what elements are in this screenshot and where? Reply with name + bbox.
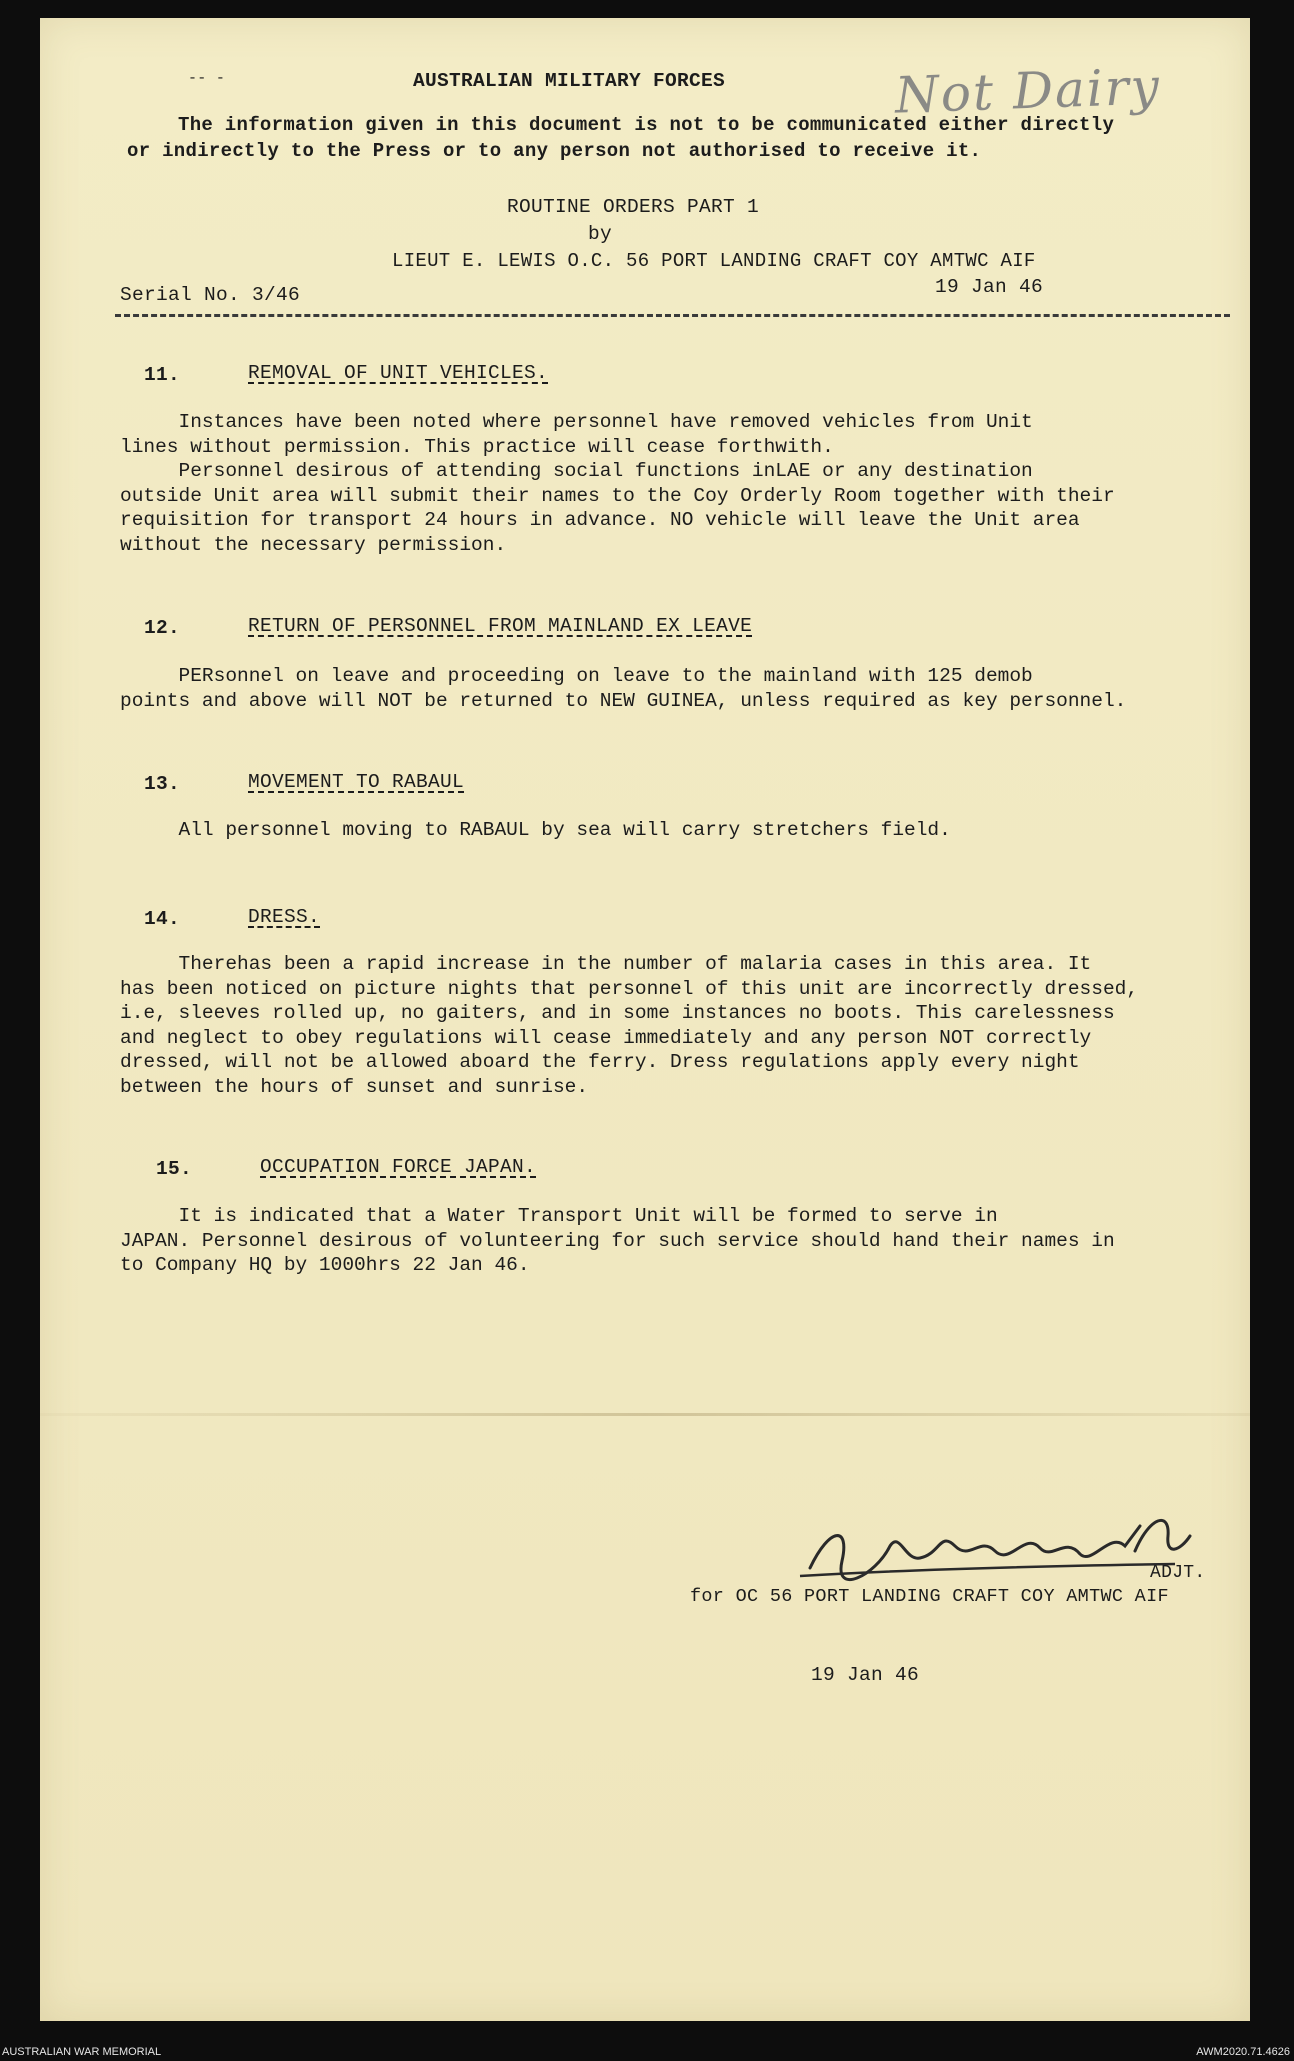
dashed-separator: [115, 314, 1230, 317]
footer-left: AUSTRALIAN WAR MEMORIAL: [2, 2046, 162, 2058]
margin-mark: -- -: [188, 70, 226, 87]
document-page: [40, 18, 1250, 2021]
section-body: Therehas been a rapid increase in the number of malaria cases in this area. It has been noticed on picture nights that personnel of this unit are incorrectly dressed, i.e, sleeves rolled up, no gaiters, and in some instances no boots. This carelessness and neglect to obey regulations will cease immediately and any person NOT correctly dressed, will not be allowed aboard the ferry. Dress regulations apply every night between the hours of sunset and sunrise.: [120, 953, 1139, 1098]
security-notice-line-1: The information given in this document is not to be communicated either directly: [178, 114, 1115, 136]
security-notice-line-2: or indirectly to the Press or to any person not authorised to receive it.: [127, 140, 982, 162]
section-body: Instances have been noted where personnel have removed vehicles from Unit lines without permission. This practice will cease forthwith. Personnel desirous of attending social functions inLAE or any destination outside Unit area will submit their names to the Coy Orderly Room together with their requisition for transport 24 hours in advance. NO vehicle will leave the Unit area without the necessary permission.: [120, 411, 1115, 556]
section-heading: MOVEMENT TO RABAUL: [248, 771, 465, 793]
section-body: It is indicated that a Water Transport Unit will be formed to serve in JAPAN. Personnel desirous of volunteering for such service should hand their names in to Company HQ by 1000hrs 22 Jan 46.: [120, 1205, 1115, 1276]
signature-line: for OC 56 PORT LANDING CRAFT COY AMTWC AIF: [690, 1586, 1169, 1607]
signature-date: 19 Jan 46: [811, 1664, 920, 1686]
section-body: All personnel moving to RABAUL by sea will carry stretchers field.: [120, 819, 951, 841]
section-number: 15.: [156, 1158, 193, 1180]
section-number: 13.: [144, 773, 181, 795]
handwritten-note: Not Dairy: [894, 57, 1162, 125]
header-org: AUSTRALIAN MILITARY FORCES: [413, 70, 726, 92]
section-heading: DRESS.: [248, 906, 321, 928]
signature-adjt: ADJT.: [1150, 1563, 1206, 1583]
section-heading: RETURN OF PERSONNEL FROM MAINLAND EX LEAVE: [248, 615, 753, 637]
section-number: 11.: [144, 364, 181, 386]
footer-right: AWM2020.71.4626: [1196, 2046, 1290, 2058]
section-body: PERsonnel on leave and proceeding on leave to the mainland with 125 demob points and above will NOT be returned to NEW GUINEA, unless required as key personnel.: [120, 665, 1127, 712]
title-line-3: LIEUT E. LEWIS O.C. 56 PORT LANDING CRAFT COY AMTWC AIF: [392, 250, 1036, 272]
section-number: 12.: [144, 617, 181, 639]
paper-fold: [40, 1413, 1250, 1416]
section-heading: REMOVAL OF UNIT VEHICLES.: [248, 362, 549, 384]
section-number: 14.: [144, 908, 181, 930]
title-line-2: by: [588, 223, 613, 245]
section-heading: OCCUPATION FORCE JAPAN.: [260, 1156, 537, 1178]
serial-number: Serial No. 3/46: [120, 284, 301, 306]
date-top: 19 Jan 46: [935, 276, 1044, 298]
title-line-1: ROUTINE ORDERS PART 1: [507, 196, 760, 218]
